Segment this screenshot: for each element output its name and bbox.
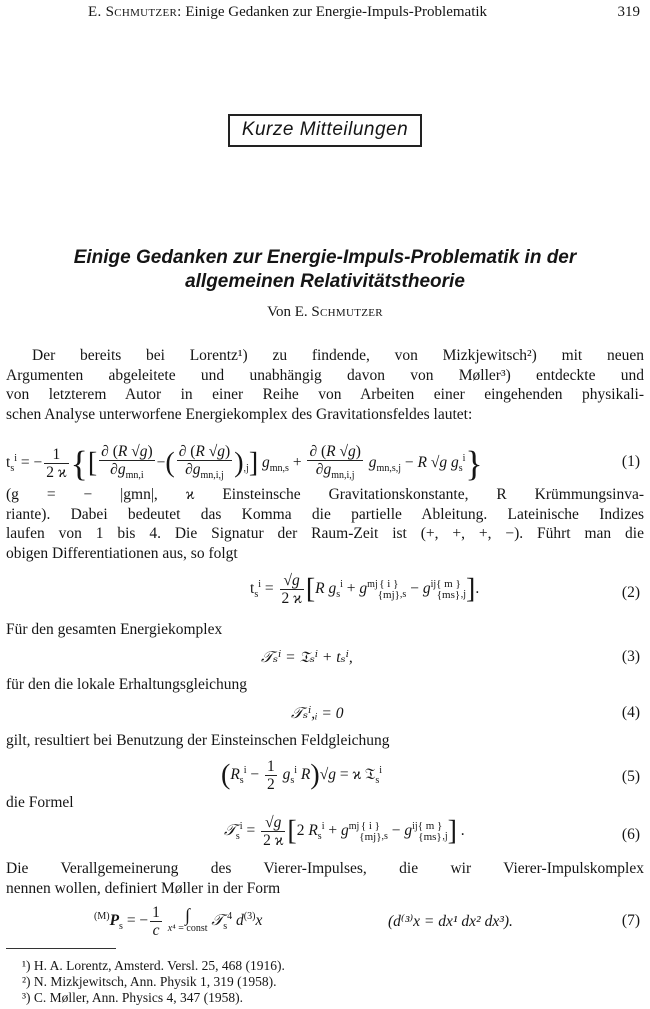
paragraph-line: Der bereits bei Lorentz¹) zu findende, von Mizkjewitsch²) mit neuen [32,347,644,364]
paragraph-6 [6,793,644,813]
paragraph-line: Für den gesamten Energiekomplex [6,621,223,638]
equation-number: (2) [621,584,640,601]
running-head-title: Einige Gedanken zur Energie-Impuls-Problematik [185,4,488,20]
byline-prefix: Von E. [267,304,308,320]
paragraph-line: obigen Differentiationen aus, so folgt [6,544,238,562]
equation-5-body: ($R_s^i$ − $\frac{1}{2}$ $g_s^i$ R)√g = ϰ 𝔗$_s^i$ [221,758,382,793]
paragraph-line: nennen wollen, definiert Møller in der Form [6,879,281,897]
equation-number: (1) [621,453,640,470]
equation-4-body: 𝒯ₛⁱ,ᵢ = 0 [291,705,344,722]
paragraph-3 [6,620,644,640]
paragraph-line: laufen von 1 bis 4. Die Signatur der Raum-Zeit ist (+, +, +, −). Führt man die [6,525,644,542]
equation-number: (5) [621,768,640,785]
byline-name: Schmutzer [311,304,383,320]
article-title-line-2: allgemeinen Relativitätstheorie [185,271,465,292]
section-heading-box: Kurze Mitteilungen [228,114,422,147]
paragraph-line: gilt, resultiert bei Benutzung der Einsteinschen Feldgleichung [6,732,390,749]
paragraph-line: die Formel [6,794,74,811]
equation-7 [6,902,644,942]
paragraph-5 [6,731,644,751]
paragraph-4 [6,675,644,695]
article-title-line-1: Einige Gedanken zur Energie-Impuls-Problematik in der [73,247,577,268]
footnote-3: ³) C. Møller, Ann. Physics 4, 347 (1958). [22,990,244,1005]
paragraph-line: Die Verallgemeinerung des Vierer-Impulses, die wir Vierer-Impulskomplex [6,860,644,877]
equation-number: (6) [621,826,640,843]
equation-4 [6,702,644,726]
equation-2-body: $t_s^i$ = $\frac{√g}{2 ϰ}$ [R $g_s^i + g^{mj}$ { i } {mj} $_{,s} - g^{ij}$ { m } {ms} $_{,j}$]. [250,572,480,607]
running-head-text [88,4,487,21]
equation-2 [6,568,644,616]
equation-5 [6,756,644,796]
section-heading-wrap [0,114,650,147]
footnote-2: ²) N. Mizkjewitsch, Ann. Physik 1, 319 (1958). [22,974,277,989]
equation-1-body: $t_s^i$ = − $\frac{1}{2 ϰ}$ {[ $\frac{\partial (R √g)}{\partial g_{mn,i}}$ −( $\frac{\partial (R √g)}{\partial g_{mn,i,j}}$ )$_{,j}$] $g_{mn,s}$ + $\frac{\partial (R √g)}{\partial g_{mn,i,j}}$ $g_{mn,s,j} - R$ √g $g_s^i$} [6,443,483,484]
paragraph-line: riante). Dabei bedeutet das Komma die partielle Ableitung. Lateinische Indizes [6,505,644,523]
equation-number: (3) [621,648,640,665]
running-head-author: E. Schmutzer: [88,4,182,20]
paragraph-1 [6,346,644,424]
equation-number: (7) [621,912,640,929]
footnote-1: ¹) H. A. Lorentz, Amsterd. Versl. 25, 468 (1916). [22,958,285,973]
equation-1 [6,433,644,483]
article-title [0,246,650,294]
paragraph-line: (g = − |gmn|, ϰ Einsteinsche Gravitationskonstante, R Krümmungsinva- [6,486,644,503]
equation-6 [6,812,644,858]
running-head [88,4,640,21]
paragraph-7 [6,859,644,898]
equation-6-body: 𝒯$_s^i$ = $\frac{√g}{2 ϰ}$ [2 $R_s^i + g^{mj}$ { i } {mj} $_{,s} - g^{ij}$ { m } {ms} $_{,j}$] . [224,814,465,849]
equation-number: (4) [621,704,640,721]
equation-7-body: $^{(M)}P_s$ = − $\frac{1}{c}$ ∫ x⁴ = const 𝒯$_s^4$ $d^{(3)}x$ [94,904,263,939]
byline [0,304,650,321]
page-number: 319 [617,4,640,20]
paragraph-line: schen Analyse unterworfene Energiekomplex des Gravitationsfeldes lautet: [6,405,473,423]
footnote-rule [6,948,116,949]
paragraph-line: für den die lokale Erhaltungsgleichung [6,676,248,693]
equation-3-body: 𝒯ₛⁱ = 𝔗ₛⁱ + tₛⁱ, [261,649,353,666]
equation-3 [6,646,644,670]
paragraph-line: Argumenten abgeleitete und unabhängig davon von Møller³) entdeckte und [6,366,644,384]
paragraph-line: von letzterem Autor in einer Reihe von Arbeiten einer eingehenden physikali- [6,386,644,403]
equation-7-side: (d⁽³⁾x = dx¹ dx² dx³). [388,913,513,930]
paragraph-2 [6,485,644,563]
